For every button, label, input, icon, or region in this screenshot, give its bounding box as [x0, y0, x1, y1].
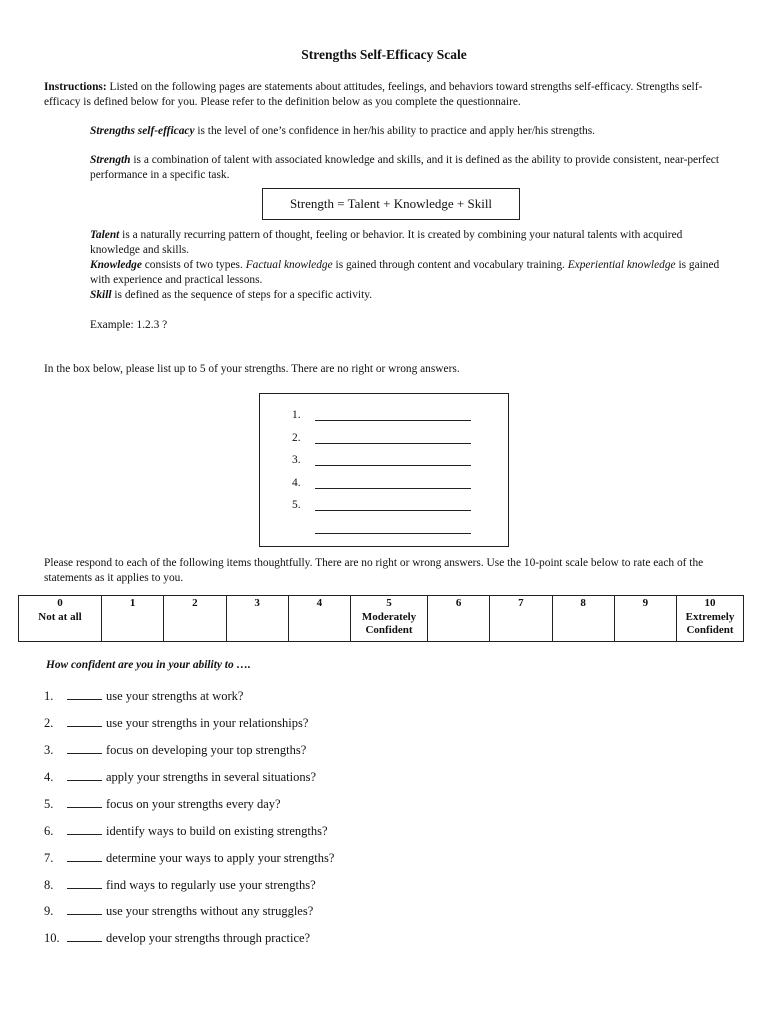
strength-line-2[interactable]	[292, 431, 471, 444]
question-item-4	[44, 769, 316, 785]
scale-number: 8	[580, 597, 586, 609]
rating-scale-row	[19, 596, 744, 642]
scale-cell-6	[428, 596, 490, 642]
scale-number: 1	[129, 597, 136, 609]
strength-number: 5.	[292, 499, 301, 511]
knowledge-term: Knowledge	[90, 259, 142, 271]
question-item-10	[44, 930, 310, 946]
strength-blank[interactable]	[315, 521, 471, 534]
question-number: 3.	[44, 743, 54, 757]
question-number: 2.	[44, 716, 54, 730]
rating-blank[interactable]	[67, 769, 102, 781]
instructions-label: Instructions:	[44, 81, 107, 93]
scale-cell-9	[614, 596, 676, 642]
question-item-1	[44, 688, 243, 704]
scale-number: 9	[642, 597, 649, 609]
talent-text: is a naturally recurring pattern of thought, feeling or behavior. It is created by combining your natural talents with acquired knowledge and skills.	[90, 229, 683, 256]
question-number: 8.	[44, 878, 54, 892]
strength-line-1[interactable]	[292, 408, 471, 421]
rating-blank[interactable]	[67, 742, 102, 754]
talent-term: Talent	[90, 229, 120, 241]
strength-number: 3.	[292, 454, 301, 466]
rating-scale-table	[18, 595, 744, 642]
scale-cell-8	[552, 596, 614, 642]
scale-number: 6	[455, 597, 462, 609]
scale-label: Not at all	[38, 610, 82, 623]
question-item-9	[44, 903, 313, 919]
knowledge-text-3: is gained with experience and practical lessons.	[90, 259, 720, 286]
question-item-6	[44, 823, 328, 839]
question-text: focus on developing your top strengths?	[106, 743, 307, 757]
factual-knowledge-term: Factual knowledge	[245, 259, 333, 271]
strength-number: 4.	[292, 477, 301, 489]
knowledge-definition	[90, 258, 730, 287]
skill-term: Skill	[90, 289, 112, 301]
question-text: use your strengths at work?	[106, 689, 244, 703]
strength-number: 2.	[292, 432, 301, 444]
talent-definition	[90, 228, 730, 257]
question-text: focus on your strengths every day?	[106, 797, 281, 811]
scale-cell-0	[19, 596, 102, 642]
strength-blank[interactable]	[315, 431, 471, 444]
strength-term: Strength	[90, 154, 131, 166]
rating-blank[interactable]	[67, 796, 102, 808]
scale-number: 2	[192, 597, 198, 609]
scale-cell-2	[164, 596, 226, 642]
page-title: Strengths Self-Efficacy Scale	[301, 47, 467, 62]
scale-number: 10	[704, 597, 716, 609]
rating-blank[interactable]	[67, 715, 102, 727]
strength-text: is a combination of talent with associated knowledge and skills, and it is defined as the ability to provide consistent, near-perfect performance in a specific task.	[90, 154, 719, 181]
scale-number: 5	[386, 597, 392, 609]
strength-line-4[interactable]	[292, 476, 471, 489]
question-number: 4.	[44, 770, 54, 784]
skill-definition	[90, 288, 730, 303]
question-item-2	[44, 715, 308, 731]
strength-line-extra[interactable]	[292, 521, 471, 534]
strength-line-3[interactable]	[292, 453, 471, 466]
rating-blank[interactable]	[67, 930, 102, 942]
question-item-7	[44, 850, 334, 866]
strength-blank[interactable]	[315, 408, 471, 421]
rating-blank[interactable]	[67, 877, 102, 889]
question-number: 9.	[44, 904, 54, 918]
question-text: use your strengths in your relationships?	[106, 716, 309, 730]
scale-cell-1	[102, 596, 164, 642]
scale-number: 3	[254, 597, 260, 609]
self-efficacy-text: is the level of one’s confidence in her/his ability to practice and apply her/his strengths.	[194, 125, 595, 137]
scale-number: 7	[518, 597, 524, 609]
scale-cell-5	[351, 596, 428, 642]
strength-blank[interactable]	[315, 498, 471, 511]
question-number: 1.	[44, 689, 54, 703]
question-number: 10.	[44, 931, 60, 945]
strength-blank[interactable]	[315, 476, 471, 489]
instructions-paragraph	[44, 80, 724, 109]
question-header: How confident are you in your ability to ….	[46, 659, 251, 671]
question-item-5	[44, 796, 281, 812]
strengths-list-intro: In the box below, please list up to 5 of your strengths. There are no right or wrong answers.	[44, 363, 460, 375]
question-item-8	[44, 877, 316, 893]
question-text: develop your strengths through practice?	[106, 931, 311, 945]
question-text: determine your ways to apply your strengths?	[106, 851, 335, 865]
strength-blank[interactable]	[315, 453, 471, 466]
scale-cell-10	[677, 596, 744, 642]
strength-formula-box: Strength = Talent + Knowledge + Skill	[262, 188, 520, 220]
self-efficacy-definition	[90, 124, 730, 139]
question-text: identify ways to build on existing strengths?	[106, 824, 328, 838]
instructions-text: Listed on the following pages are statements about attitudes, feelings, and behaviors toward strengths self-efficacy. Strengths self-efficacy is defined below for you. Please refer to the definition below as you complete the questionnaire.	[44, 81, 703, 108]
strength-definition	[90, 153, 730, 182]
question-number: 7.	[44, 851, 54, 865]
knowledge-text-1: consists of two types.	[141, 259, 246, 271]
strength-line-5[interactable]	[292, 498, 471, 511]
self-efficacy-term: Strengths self-efficacy	[90, 125, 195, 137]
question-text: use your strengths without any struggles?	[106, 904, 314, 918]
scale-cell-7	[490, 596, 552, 642]
scale-cell-4	[288, 596, 350, 642]
strength-number: 1.	[292, 409, 301, 421]
scale-cell-3	[226, 596, 288, 642]
question-text: find ways to regularly use your strengths?	[106, 878, 316, 892]
rating-blank[interactable]	[67, 688, 102, 700]
question-item-3	[44, 742, 306, 758]
question-text: apply your strengths in several situations?	[106, 770, 317, 784]
rating-blank[interactable]	[67, 823, 102, 835]
scale-number: 4	[316, 597, 323, 609]
question-number: 5.	[44, 797, 54, 811]
skill-text: is defined as the sequence of steps for a specific activity.	[111, 289, 373, 301]
scale-label: Moderately Confident	[361, 610, 417, 636]
rating-blank[interactable]	[67, 903, 102, 915]
rating-instructions: Please respond to each of the following items thoughtfully. There are no right or wrong answers. Use the 10-point scale below to rate each of the statements as it applies to you.	[44, 557, 704, 584]
knowledge-text-2: is gained through content and vocabulary training.	[332, 259, 568, 271]
strengths-entry-box	[259, 393, 509, 547]
scale-label: Extremely Confident	[685, 610, 735, 636]
rating-blank[interactable]	[67, 850, 102, 862]
experiential-knowledge-term: Experiential knowledge	[567, 259, 676, 271]
example-text: Example: 1.2.3 ?	[90, 319, 168, 331]
question-number: 6.	[44, 824, 54, 838]
scale-number: 0	[57, 597, 63, 609]
